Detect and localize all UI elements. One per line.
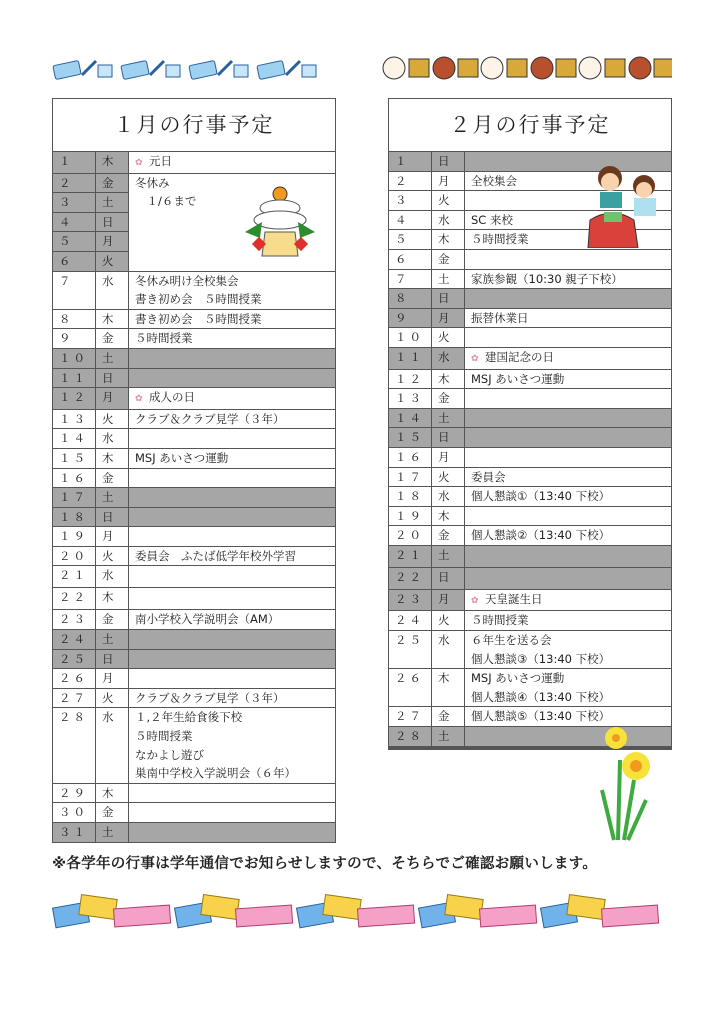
table-row [53, 368, 336, 388]
footer-note: ※各学年の行事は学年通信でお知らせしますので、そちらでご確認お願いします。 [52, 856, 598, 872]
weekday-cell: 月 [96, 388, 129, 410]
event-cell [465, 389, 672, 409]
date-cell: ２６ [53, 669, 96, 689]
event-cell [129, 688, 336, 708]
date-cell: ８ [53, 309, 96, 329]
weekday-cell: 金 [432, 389, 465, 409]
event-label: 個人懇談④（13:40 下校） [471, 689, 611, 704]
table-row [389, 669, 672, 707]
table-row [53, 527, 336, 547]
event-cell [129, 348, 336, 368]
date-cell: ２６ [389, 669, 432, 707]
date-cell: ３１ [53, 823, 96, 843]
weekday-cell: 金 [432, 526, 465, 546]
event-cell [465, 428, 672, 448]
date-cell: １１ [389, 347, 432, 369]
event-label: ５時間授業 [135, 729, 193, 744]
books-border-icon [52, 893, 672, 933]
weekday-cell: 土 [96, 630, 129, 650]
table-row [53, 429, 336, 449]
event-text [471, 631, 671, 650]
event-cell [129, 630, 336, 650]
event-cell [129, 566, 336, 588]
table-row [389, 328, 672, 348]
event-cell [465, 487, 672, 507]
weekday-cell: 土 [96, 348, 129, 368]
event-text [471, 526, 671, 545]
table-row [389, 369, 672, 389]
event-text [471, 688, 671, 707]
date-cell: １５ [389, 428, 432, 448]
date-cell: ２７ [389, 707, 432, 727]
event-cell [465, 506, 672, 526]
weekday-cell: 水 [96, 429, 129, 449]
table-row [53, 448, 336, 468]
setsubun-masks-border-icon [382, 52, 672, 84]
weekday-cell: 日 [432, 289, 465, 309]
event-text [471, 487, 671, 506]
event-cell [129, 409, 336, 429]
date-cell: ２４ [53, 630, 96, 650]
table-row [53, 610, 336, 630]
date-cell: ２１ [389, 545, 432, 567]
event-label: 委員会 ふたば低学年校外学習 [135, 548, 296, 563]
event-cell [465, 467, 672, 487]
event-cell [465, 347, 672, 369]
event-label: 巣南中学校入学説明会（６年） [135, 766, 296, 781]
weekday-cell: 水 [432, 631, 465, 669]
event-label: MSJ あいさつ運動 [471, 371, 565, 386]
date-cell: ６ [53, 251, 96, 271]
event-label: 冬休み [135, 175, 170, 190]
weekday-cell: 火 [432, 328, 465, 348]
event-label: 家族参観（10:30 親子下校） [471, 271, 623, 286]
event-cell [465, 269, 672, 289]
event-label: 天皇誕生日 [485, 591, 543, 606]
event-cell [465, 611, 672, 631]
date-cell: ５ [53, 232, 96, 252]
event-label: クラブ＆クラブ見学（３年） [135, 411, 285, 426]
date-cell: １９ [389, 506, 432, 526]
weekday-cell: 水 [432, 487, 465, 507]
table-row [53, 803, 336, 823]
date-cell: １８ [389, 487, 432, 507]
table-row [53, 271, 336, 309]
date-cell: ４ [53, 212, 96, 232]
weekday-cell: 日 [96, 507, 129, 527]
date-cell: ６ [389, 249, 432, 269]
weekday-cell: 金 [432, 249, 465, 269]
date-cell: ２７ [53, 688, 96, 708]
table-row [53, 783, 336, 803]
date-cell: ３０ [53, 803, 96, 823]
weekday-cell: 日 [96, 649, 129, 669]
date-cell: １２ [389, 369, 432, 389]
date-cell: ９ [53, 329, 96, 349]
weekday-cell: 土 [432, 408, 465, 428]
event-label: 全校集会 [471, 173, 517, 188]
date-cell: １６ [389, 447, 432, 467]
table-row [53, 348, 336, 368]
event-cell [129, 507, 336, 527]
event-cell [129, 152, 336, 174]
event-cell [465, 631, 672, 669]
date-cell: ２１ [53, 566, 96, 588]
weekday-cell: 火 [96, 546, 129, 566]
event-label: ６年生を送る会 [471, 633, 552, 648]
weekday-cell: 木 [96, 309, 129, 329]
date-cell: １７ [53, 488, 96, 508]
table-row [53, 488, 336, 508]
date-cell: ２３ [53, 610, 96, 630]
date-cell: １２ [53, 388, 96, 410]
date-cell: ７ [53, 271, 96, 309]
table-row [389, 389, 672, 409]
kagami-mochi-icon [240, 184, 320, 262]
weekday-cell [432, 748, 465, 749]
weekday-cell: 水 [96, 566, 129, 588]
february-title: ２月の行事予定 [389, 99, 672, 152]
weekday-cell: 月 [96, 527, 129, 547]
event-label: MSJ あいさつ運動 [471, 671, 565, 686]
date-cell: １３ [389, 389, 432, 409]
date-cell: ２３ [389, 589, 432, 611]
event-text [135, 746, 335, 765]
event-label: 個人懇談①（13:40 下校） [471, 489, 611, 504]
event-cell [465, 328, 672, 348]
date-cell: １０ [53, 348, 96, 368]
weekday-cell: 月 [96, 232, 129, 252]
date-cell: １４ [53, 429, 96, 449]
event-text [135, 708, 335, 727]
event-label: 元日 [149, 154, 172, 168]
date-cell: ２４ [389, 611, 432, 631]
weekday-cell: 水 [432, 210, 465, 230]
table-row [53, 309, 336, 329]
event-cell [129, 388, 336, 410]
event-cell [129, 527, 336, 547]
event-cell [129, 783, 336, 803]
event-text [135, 547, 335, 566]
table-row [389, 487, 672, 507]
event-cell [129, 368, 336, 388]
event-cell [129, 649, 336, 669]
event-cell [129, 708, 336, 783]
weekday-cell: 土 [96, 488, 129, 508]
table-row [53, 823, 336, 843]
weekday-cell: 金 [96, 468, 129, 488]
event-text [135, 152, 335, 173]
weekday-cell: 日 [96, 212, 129, 232]
weekday-cell: 金 [96, 610, 129, 630]
event-cell [465, 669, 672, 707]
date-cell: ２ [389, 171, 432, 191]
date-cell: ９ [389, 308, 432, 328]
event-text [135, 329, 335, 348]
weekday-cell: 火 [432, 611, 465, 631]
weekday-cell: 月 [432, 589, 465, 611]
weekday-cell: 火 [432, 467, 465, 487]
table-row [53, 152, 336, 174]
event-cell [129, 429, 336, 449]
event-cell [465, 369, 672, 389]
date-cell: ５ [389, 230, 432, 250]
date-cell: １０ [389, 328, 432, 348]
weekday-cell: 木 [96, 448, 129, 468]
table-row [389, 567, 672, 589]
date-cell: １６ [53, 468, 96, 488]
weekday-cell: 火 [96, 688, 129, 708]
weekday-cell: 水 [432, 347, 465, 369]
date-cell: ２２ [389, 567, 432, 589]
event-text [471, 590, 671, 611]
event-label: １,２年生給食後下校 [135, 710, 243, 725]
event-cell [129, 610, 336, 630]
event-text [135, 290, 335, 309]
table-row [53, 649, 336, 669]
event-text [135, 388, 335, 409]
event-cell [129, 546, 336, 566]
weekday-cell: 土 [96, 193, 129, 213]
event-cell [129, 309, 336, 329]
weekday-cell: 月 [432, 308, 465, 328]
table-row [389, 249, 672, 269]
january-title: １月の行事予定 [53, 99, 336, 152]
event-cell [465, 308, 672, 328]
event-label: MSJ あいさつ運動 [135, 450, 229, 465]
table-row [53, 507, 336, 527]
weekday-cell: 金 [96, 329, 129, 349]
date-cell: ２２ [53, 588, 96, 610]
weekday-cell: 金 [96, 173, 129, 193]
date-cell [389, 748, 432, 749]
date-cell: ３ [389, 191, 432, 211]
event-label: ５時間授業 [471, 613, 529, 628]
table-row [389, 447, 672, 467]
event-cell [129, 669, 336, 689]
table-row [53, 388, 336, 410]
event-text [471, 348, 671, 369]
weekday-cell: 日 [432, 567, 465, 589]
date-cell: ２８ [389, 727, 432, 747]
holiday-ribbon-icon: ✿ [471, 595, 479, 606]
table-row [389, 506, 672, 526]
weekday-cell: 木 [96, 152, 129, 174]
table-row [53, 566, 336, 588]
weekday-cell: 日 [96, 368, 129, 388]
weekday-cell: 火 [432, 191, 465, 211]
holiday-ribbon-icon: ✿ [471, 353, 479, 364]
event-label: 個人懇談⑤（13:40 下校） [471, 709, 611, 724]
event-cell [129, 448, 336, 468]
event-text [471, 370, 671, 389]
date-cell: １１ [53, 368, 96, 388]
event-cell [465, 249, 672, 269]
event-cell [129, 271, 336, 309]
date-cell: １９ [53, 527, 96, 547]
event-cell [465, 408, 672, 428]
event-text [135, 310, 335, 329]
weekday-cell: 金 [96, 803, 129, 823]
bean-throwing-illustration-icon [582, 162, 666, 248]
date-cell: １ [53, 152, 96, 174]
date-cell: ２５ [389, 631, 432, 669]
weekday-cell: 木 [432, 669, 465, 707]
table-row [53, 669, 336, 689]
date-cell: ８ [389, 289, 432, 309]
table-row [53, 630, 336, 650]
event-label: 冬休み明け全校集会 [135, 273, 239, 288]
event-cell [129, 823, 336, 843]
event-label: 書き初め会 ５時間授業 [135, 292, 262, 307]
table-row [53, 588, 336, 610]
date-cell: ３ [53, 193, 96, 213]
weekday-cell: 木 [96, 588, 129, 610]
event-label: 南小学校入学説明会（AM） [135, 612, 280, 627]
table-row [389, 589, 672, 611]
daffodil-icon [594, 720, 664, 842]
table-row [389, 526, 672, 546]
date-cell: ２０ [389, 526, 432, 546]
table-row [389, 545, 672, 567]
table-row [389, 308, 672, 328]
weekday-cell: 土 [96, 823, 129, 843]
table-row [389, 631, 672, 669]
table-row [53, 409, 336, 429]
event-cell [465, 567, 672, 589]
event-text [135, 764, 335, 783]
weekday-cell: 土 [432, 727, 465, 747]
date-cell: ７ [389, 269, 432, 289]
weekday-cell: 火 [96, 409, 129, 429]
event-cell [129, 468, 336, 488]
event-label: ５時間授業 [135, 331, 193, 346]
weekday-cell: 土 [432, 269, 465, 289]
event-text [471, 669, 671, 688]
event-label: １/６まで [135, 194, 197, 209]
date-cell: １８ [53, 507, 96, 527]
date-cell: １５ [53, 448, 96, 468]
books-pens-border-icon [52, 55, 336, 85]
weekday-cell: 火 [96, 251, 129, 271]
date-cell: １４ [389, 408, 432, 428]
date-cell: ２８ [53, 708, 96, 783]
weekday-cell: 木 [432, 230, 465, 250]
event-cell [465, 545, 672, 567]
date-cell: １３ [53, 409, 96, 429]
weekday-cell: 日 [432, 428, 465, 448]
event-label: 個人懇談②（13:40 下校） [471, 528, 611, 543]
event-label: なかよし遊び [135, 747, 204, 762]
holiday-ribbon-icon: ✿ [135, 158, 143, 168]
weekday-cell: 月 [432, 171, 465, 191]
event-text [471, 468, 671, 487]
event-text [135, 449, 335, 468]
event-text [471, 309, 671, 328]
date-cell: １ [389, 152, 432, 172]
event-label: 個人懇談③（13:40 下校） [471, 651, 611, 666]
date-cell: ４ [389, 210, 432, 230]
event-cell [129, 803, 336, 823]
event-cell [465, 526, 672, 546]
table-row [389, 269, 672, 289]
event-label: 振替休業日 [471, 310, 529, 325]
weekday-cell: 水 [96, 271, 129, 309]
weekday-cell: 水 [96, 708, 129, 783]
event-cell [129, 488, 336, 508]
event-text [135, 272, 335, 291]
event-cell [465, 589, 672, 611]
table-row [53, 329, 336, 349]
table-row [389, 611, 672, 631]
weekday-cell: 日 [432, 152, 465, 172]
table-row [53, 688, 336, 708]
weekday-cell: 土 [432, 545, 465, 567]
event-label: 建国記念の日 [485, 349, 554, 364]
event-cell [129, 329, 336, 349]
event-cell [465, 447, 672, 467]
event-text [471, 650, 671, 669]
table-row [389, 347, 672, 369]
event-label: 委員会 [471, 469, 506, 484]
event-label: ５時間授業 [471, 232, 529, 247]
event-label: クラブ＆クラブ見学（３年） [135, 690, 285, 705]
event-text [471, 611, 671, 630]
date-cell: ２５ [53, 649, 96, 669]
table-row [389, 467, 672, 487]
event-cell [465, 289, 672, 309]
table-row [53, 546, 336, 566]
table-row [53, 708, 336, 783]
event-cell [129, 588, 336, 610]
weekday-cell: 金 [432, 707, 465, 727]
event-text [135, 410, 335, 429]
date-cell: ２９ [53, 783, 96, 803]
weekday-cell: 月 [96, 669, 129, 689]
weekday-cell: 月 [432, 447, 465, 467]
weekday-cell: 木 [432, 369, 465, 389]
event-text [135, 727, 335, 746]
date-cell: ２０ [53, 546, 96, 566]
table-row [389, 408, 672, 428]
holiday-ribbon-icon: ✿ [135, 394, 143, 405]
table-row [389, 428, 672, 448]
date-cell: ２ [53, 173, 96, 193]
event-text [135, 689, 335, 708]
table-row [53, 468, 336, 488]
event-label: SC 来校 [471, 212, 513, 227]
event-label: 書き初め会 ５時間授業 [135, 311, 262, 326]
weekday-cell: 木 [96, 783, 129, 803]
event-text [135, 610, 335, 629]
event-text [471, 270, 671, 289]
weekday-cell: 木 [432, 506, 465, 526]
table-row [389, 289, 672, 309]
date-cell: １７ [389, 467, 432, 487]
event-label: 成人の日 [149, 390, 195, 405]
